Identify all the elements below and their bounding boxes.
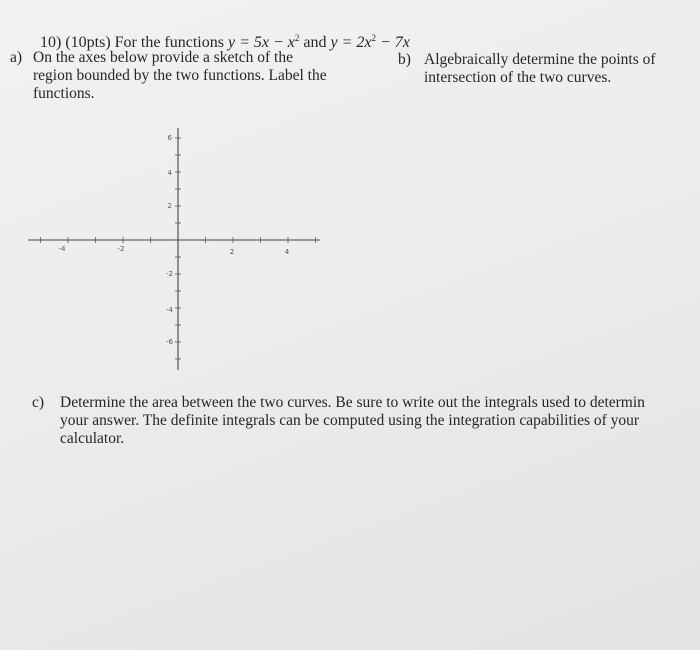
part-c-line-2: your answer. The definite integrals can be computed using the integration capabilities of your bbox=[60, 412, 640, 429]
part-a-line-1: On the axes below provide a sketch of the bbox=[33, 49, 293, 66]
y-tick-label: 2 bbox=[167, 202, 172, 210]
y-tick-label: -4 bbox=[166, 306, 173, 314]
part-c-line-1: Determine the area between the two curves. Be sure to write out the integrals used to determin bbox=[60, 394, 645, 411]
question-points: (10pts) bbox=[65, 34, 111, 51]
x-tick-label: 2 bbox=[229, 248, 235, 256]
part-a-label: a) bbox=[10, 49, 23, 66]
x-tick-label: -2 bbox=[117, 245, 125, 253]
part-c-line-3: calculator. bbox=[60, 430, 125, 447]
function-1: $y = 5x - x^2$ bbox=[227, 33, 300, 51]
y-tick-label: -6 bbox=[166, 338, 173, 346]
y-tick-label: -2 bbox=[166, 270, 173, 278]
conjunction: and bbox=[303, 34, 327, 51]
part-b-line-2: intersection of the two curves. bbox=[424, 69, 612, 86]
question-number: 10) bbox=[40, 34, 62, 51]
part-a-line-3: functions. bbox=[33, 85, 95, 102]
y-tick-label: 6 bbox=[167, 134, 172, 142]
part-b-line-1: Algebraically determine the points of bbox=[424, 51, 656, 68]
x-tick-label: 4 bbox=[284, 248, 290, 256]
question-intro: For the functions bbox=[114, 34, 224, 51]
y-tick-label: 4 bbox=[167, 169, 172, 177]
part-a-line-2: region bounded by the two functions. Label the bbox=[33, 67, 327, 84]
x-tick-label: -4 bbox=[58, 245, 66, 253]
part-c-label: c) bbox=[32, 394, 45, 411]
function-2: $y = 2x^2 - 7x$ bbox=[330, 33, 410, 51]
part-b-label: b) bbox=[398, 51, 411, 68]
